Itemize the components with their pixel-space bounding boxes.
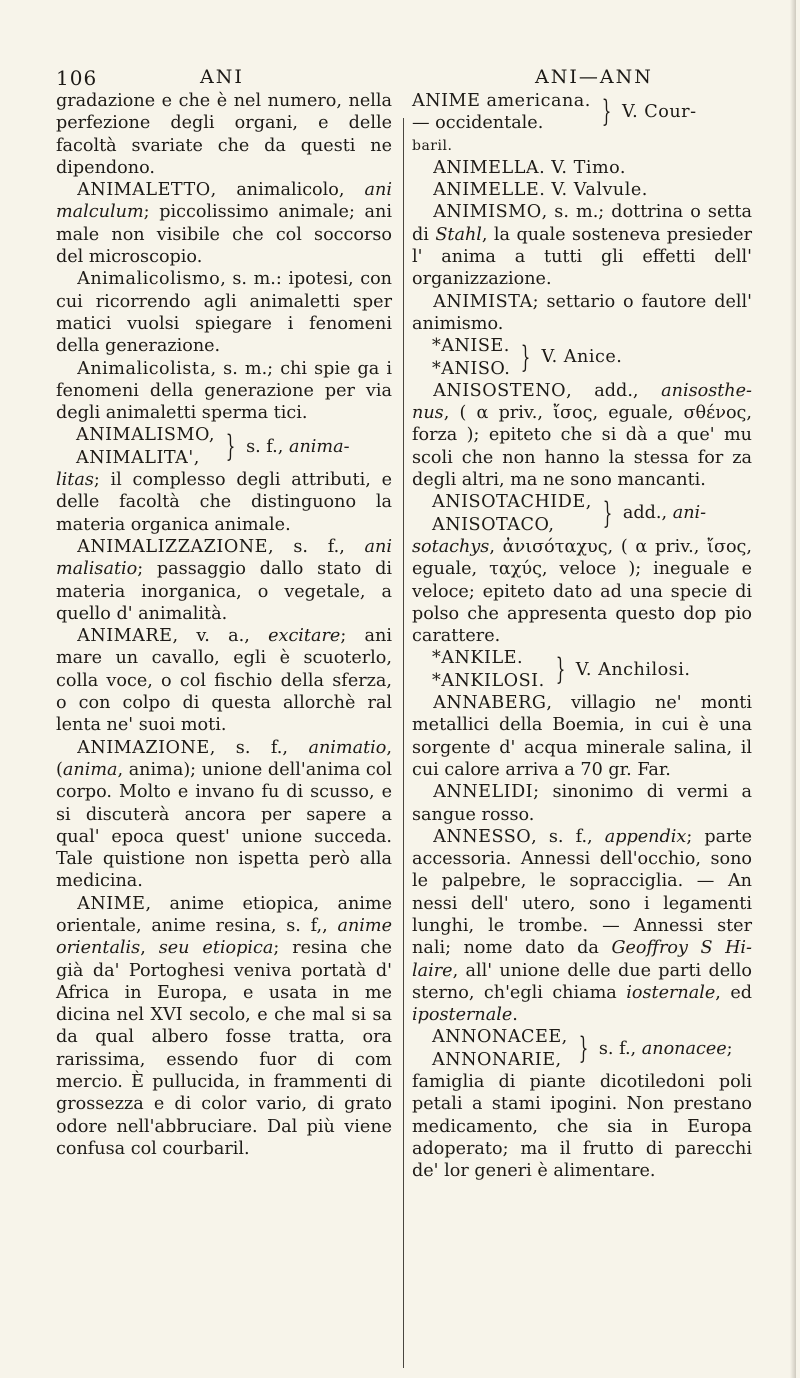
author-name: Geoffroy S Hi- laire — [412, 938, 752, 981]
entry-animista — [412, 291, 752, 336]
entry-text: ; ani mare un cavallo, egli è scuoterlo, colla voce, o col fischio della sferza, o con colpo di questa allorchè ral lenta ne' suoi moti. — [56, 626, 392, 736]
headword: *ANISE. — [432, 336, 510, 357]
entry-text: ; sinonimo di vermi a sangue rosso. — [412, 782, 752, 825]
entry-text: , add., — [566, 380, 662, 401]
latin-term: anima- — [288, 436, 350, 457]
entry-text: , s. m.; dottrina o setta di — [412, 202, 752, 245]
entry-annonacee — [412, 1026, 752, 1071]
cross-reference: V. Valvule. — [545, 180, 648, 201]
entry-annonacee-body: famiglia di piante dicotiledoni poli petali a stami ipogini. Non prestano medicamento, che sia in Europa adoperato; ma il frutto di parecchi de' lor generi è alimentare. — [412, 1072, 752, 1182]
entry-text: , s. m.; chi spie ga i fenomeni della generazione per via degli animaletti sperma tici. — [56, 358, 392, 424]
right-column — [412, 90, 752, 1183]
headword: — occidentale. — [412, 113, 544, 134]
brace-icon: } — [578, 1030, 589, 1066]
entry-text: ; parte accessoria. Annessi dell'occhio, sono le palpebre, le sopracciglia. — An nessi dell' utero, sono i legamenti lunghi, le trombe. — Annessi ster nali; nome dato da — [412, 826, 752, 959]
entry-animalicolismo — [56, 268, 392, 357]
entry-animalicolista — [56, 358, 392, 425]
entry-ankile — [412, 647, 752, 692]
author-name: Stahl — [435, 224, 482, 245]
cross-reference: V. Anice. — [541, 347, 623, 368]
latin-term: appendix — [604, 826, 687, 847]
headword: Animalicolista — [77, 358, 211, 379]
entry-text: ; resina che già da' Portoghesi veniva portatà d' Africa in Europa, e usata in me dicina nel XVI secolo, e che mal si sa da qual albero fosse tratta, ora rarissima, essendo fuor di com mercio. È pullucida, in frammenti di grossezza e di color vario, di grato odore nell'abbruciare. Dal più viene confusa col courbaril. — [56, 938, 392, 1159]
headword: ANISOSTENO — [433, 380, 567, 401]
latin-term: anonacee — [641, 1038, 727, 1059]
entry-anisosteno — [412, 380, 752, 491]
cross-reference: V. Timo. — [545, 157, 627, 178]
entry-text: , s. f., — [209, 737, 309, 758]
latin-term: ani malculum — [56, 180, 392, 223]
entry-animalizzazione — [56, 536, 392, 625]
headword: ANIMELLE. — [433, 180, 546, 201]
entry-text: , — [140, 938, 159, 959]
page-edge-shadow — [790, 0, 796, 1378]
term: iosternale — [626, 982, 716, 1003]
entry-text: , villagio ne' monti metallici della Boemia, in cui è una sorgente d' acqua minerale salina, il cui calore arriva a 70 gr. Far. — [412, 693, 752, 780]
headword: ANISOTACO, — [432, 514, 555, 535]
headword: ANIMAZIONE — [77, 737, 210, 758]
latin-term: animatio — [308, 737, 387, 758]
latin-term: excitare — [268, 626, 341, 647]
headword: ANIME americana. — [412, 91, 591, 111]
entry-text: s. f., — [598, 1038, 642, 1059]
entry-text: s. f., — [246, 436, 289, 457]
headword: ANIMALETTO — [77, 180, 211, 201]
entry-annesso — [412, 826, 752, 1027]
entry-annelidi — [412, 781, 752, 826]
brace-icon: } — [555, 651, 566, 687]
entry-animalismo-body — [56, 469, 392, 536]
brace-icon: } — [521, 339, 531, 375]
entry-animismo — [412, 201, 752, 290]
entry-text: , s. f., — [531, 826, 605, 847]
column-divider — [403, 118, 404, 1368]
continued-paragraph: gradazione e che è nel numero, nella perfezione degli organi, e delle facoltà svariate che da questi ne dipendono. — [56, 91, 392, 178]
entry-text: ; — [726, 1038, 733, 1059]
headword: ANNESSO — [433, 826, 532, 847]
entry-text: , v. a., — [172, 626, 269, 647]
headword: ANIMARE — [77, 626, 173, 647]
headword: ANISOTACHIDE, — [432, 492, 592, 513]
headword: ANNABERG — [433, 693, 547, 714]
entry-text: , s. m.: ipotesi, con cui ricorrendo agli animaletti sper matici vuolsi spiegare i fenomeni della generazione. — [56, 269, 392, 357]
headword: ANIMELLA. — [433, 157, 546, 178]
entry-animaletto — [56, 179, 392, 268]
entry-animazione — [56, 737, 392, 893]
entry-text: , anima); unione dell'anima col corpo. Molto e invano fu di scusso, e si discuterà ancora per sapere a qual' epoca quest' unione succeda. Tale quistione non ispetta però alla medicina. — [56, 759, 392, 892]
cross-reference: V. Anchilosi. — [575, 659, 691, 680]
headword: *ANKILOSI. — [432, 670, 545, 691]
latin-term: sotachys — [412, 536, 490, 557]
entry-annaberg — [412, 692, 752, 781]
left-running-head: ANI — [200, 66, 244, 88]
brace-icon: } — [601, 94, 612, 130]
entry-anise — [412, 335, 752, 380]
entry-text: , ἀνισόταχυς, ( α priv., ἴσος, eguale, ταχύς, veloce ); ineguale e veloce; epiteto dato ad una specie di polso che appresenta questo dop pio carattere. — [412, 536, 752, 647]
page-number: 106 — [56, 66, 98, 90]
latin-term: anisosthe- nus — [412, 380, 752, 424]
entry-text: ; il complesso degli attributi, e delle facoltà che distinguono la materia organica animale. — [56, 470, 392, 535]
brace-icon: } — [602, 495, 613, 531]
left-column — [56, 90, 392, 1160]
entry-text: , animalicolo, — [210, 180, 365, 201]
entry-text: , s. f., — [268, 536, 365, 557]
cross-reference: V. Cour- — [621, 102, 697, 123]
cross-reference-cont: baril. — [412, 137, 453, 154]
headword: *ANISO. — [432, 358, 511, 379]
entry-anime-americana — [412, 90, 752, 135]
headword: ANIMALIZZAZIONE — [77, 536, 269, 557]
entry-text: , ( α priv., ἴσος, eguale, σθένος, forza ); epiteto che si dà a que' mu scoli che non hanno la stessa for za degli altri, ma ne sono mancanti. — [412, 403, 752, 491]
entry-text: , ed — [715, 982, 752, 1003]
term: iposternale — [412, 1005, 513, 1026]
latin-term: ani malisatio — [56, 536, 392, 580]
entry-text: , all' unione delle due parti dello sterno, ch'egli chiama — [412, 960, 752, 1003]
entry-text: , anime etiopica, anime orientale, anime resina, s. f,, — [56, 893, 392, 936]
entry-animalismo — [56, 424, 392, 469]
headword: ANIMISTA — [433, 291, 533, 312]
entry-anisotachide — [412, 491, 752, 536]
latin-term: anima — [62, 759, 118, 780]
latin-term: litas — [56, 470, 94, 491]
entry-animare — [56, 625, 392, 736]
entry-text: ; passaggio dallo stato di materia inorganica, o vegetale, a quello d' animalità. — [56, 559, 392, 624]
right-running-head: ANI—ANN — [535, 66, 653, 88]
entry-anime — [56, 893, 392, 1161]
headword: ANIMISMO — [433, 202, 542, 223]
entry-text: ; settario o fautore dell' animismo. — [412, 291, 752, 334]
entry-text: , la quale sosteneva presieder l' anima a tutti gli effetti dell' organizzazione. — [412, 224, 752, 290]
latin-term: seu etiopica — [158, 938, 274, 959]
latin-term: anime orientalis — [56, 915, 392, 959]
entry-text: . — [512, 1005, 518, 1026]
entry-anisotachide-body — [412, 536, 752, 647]
headword: ANIMALITA', — [76, 447, 200, 468]
headword: Animalicolismo — [77, 269, 221, 290]
entry-text: , ( — [56, 737, 392, 780]
entry-animella — [412, 157, 752, 179]
headword: *ANKILE. — [432, 648, 524, 669]
running-header — [0, 60, 800, 90]
headword: ANIME — [77, 893, 146, 914]
headword: ANNELIDI — [433, 782, 534, 803]
entry-text: add., — [622, 503, 673, 524]
headword: ANNONARIE, — [432, 1049, 562, 1070]
headword: ANNONACEE, — [432, 1027, 568, 1048]
entry-animelle — [412, 179, 752, 201]
entry-text: ; piccolissimo animale; ani male non visibile che col soccorso del microscopio. — [56, 202, 392, 268]
headword: ANIMALISMO, — [76, 425, 215, 446]
brace-icon: } — [225, 428, 236, 464]
latin-term: ani- — [672, 503, 707, 524]
